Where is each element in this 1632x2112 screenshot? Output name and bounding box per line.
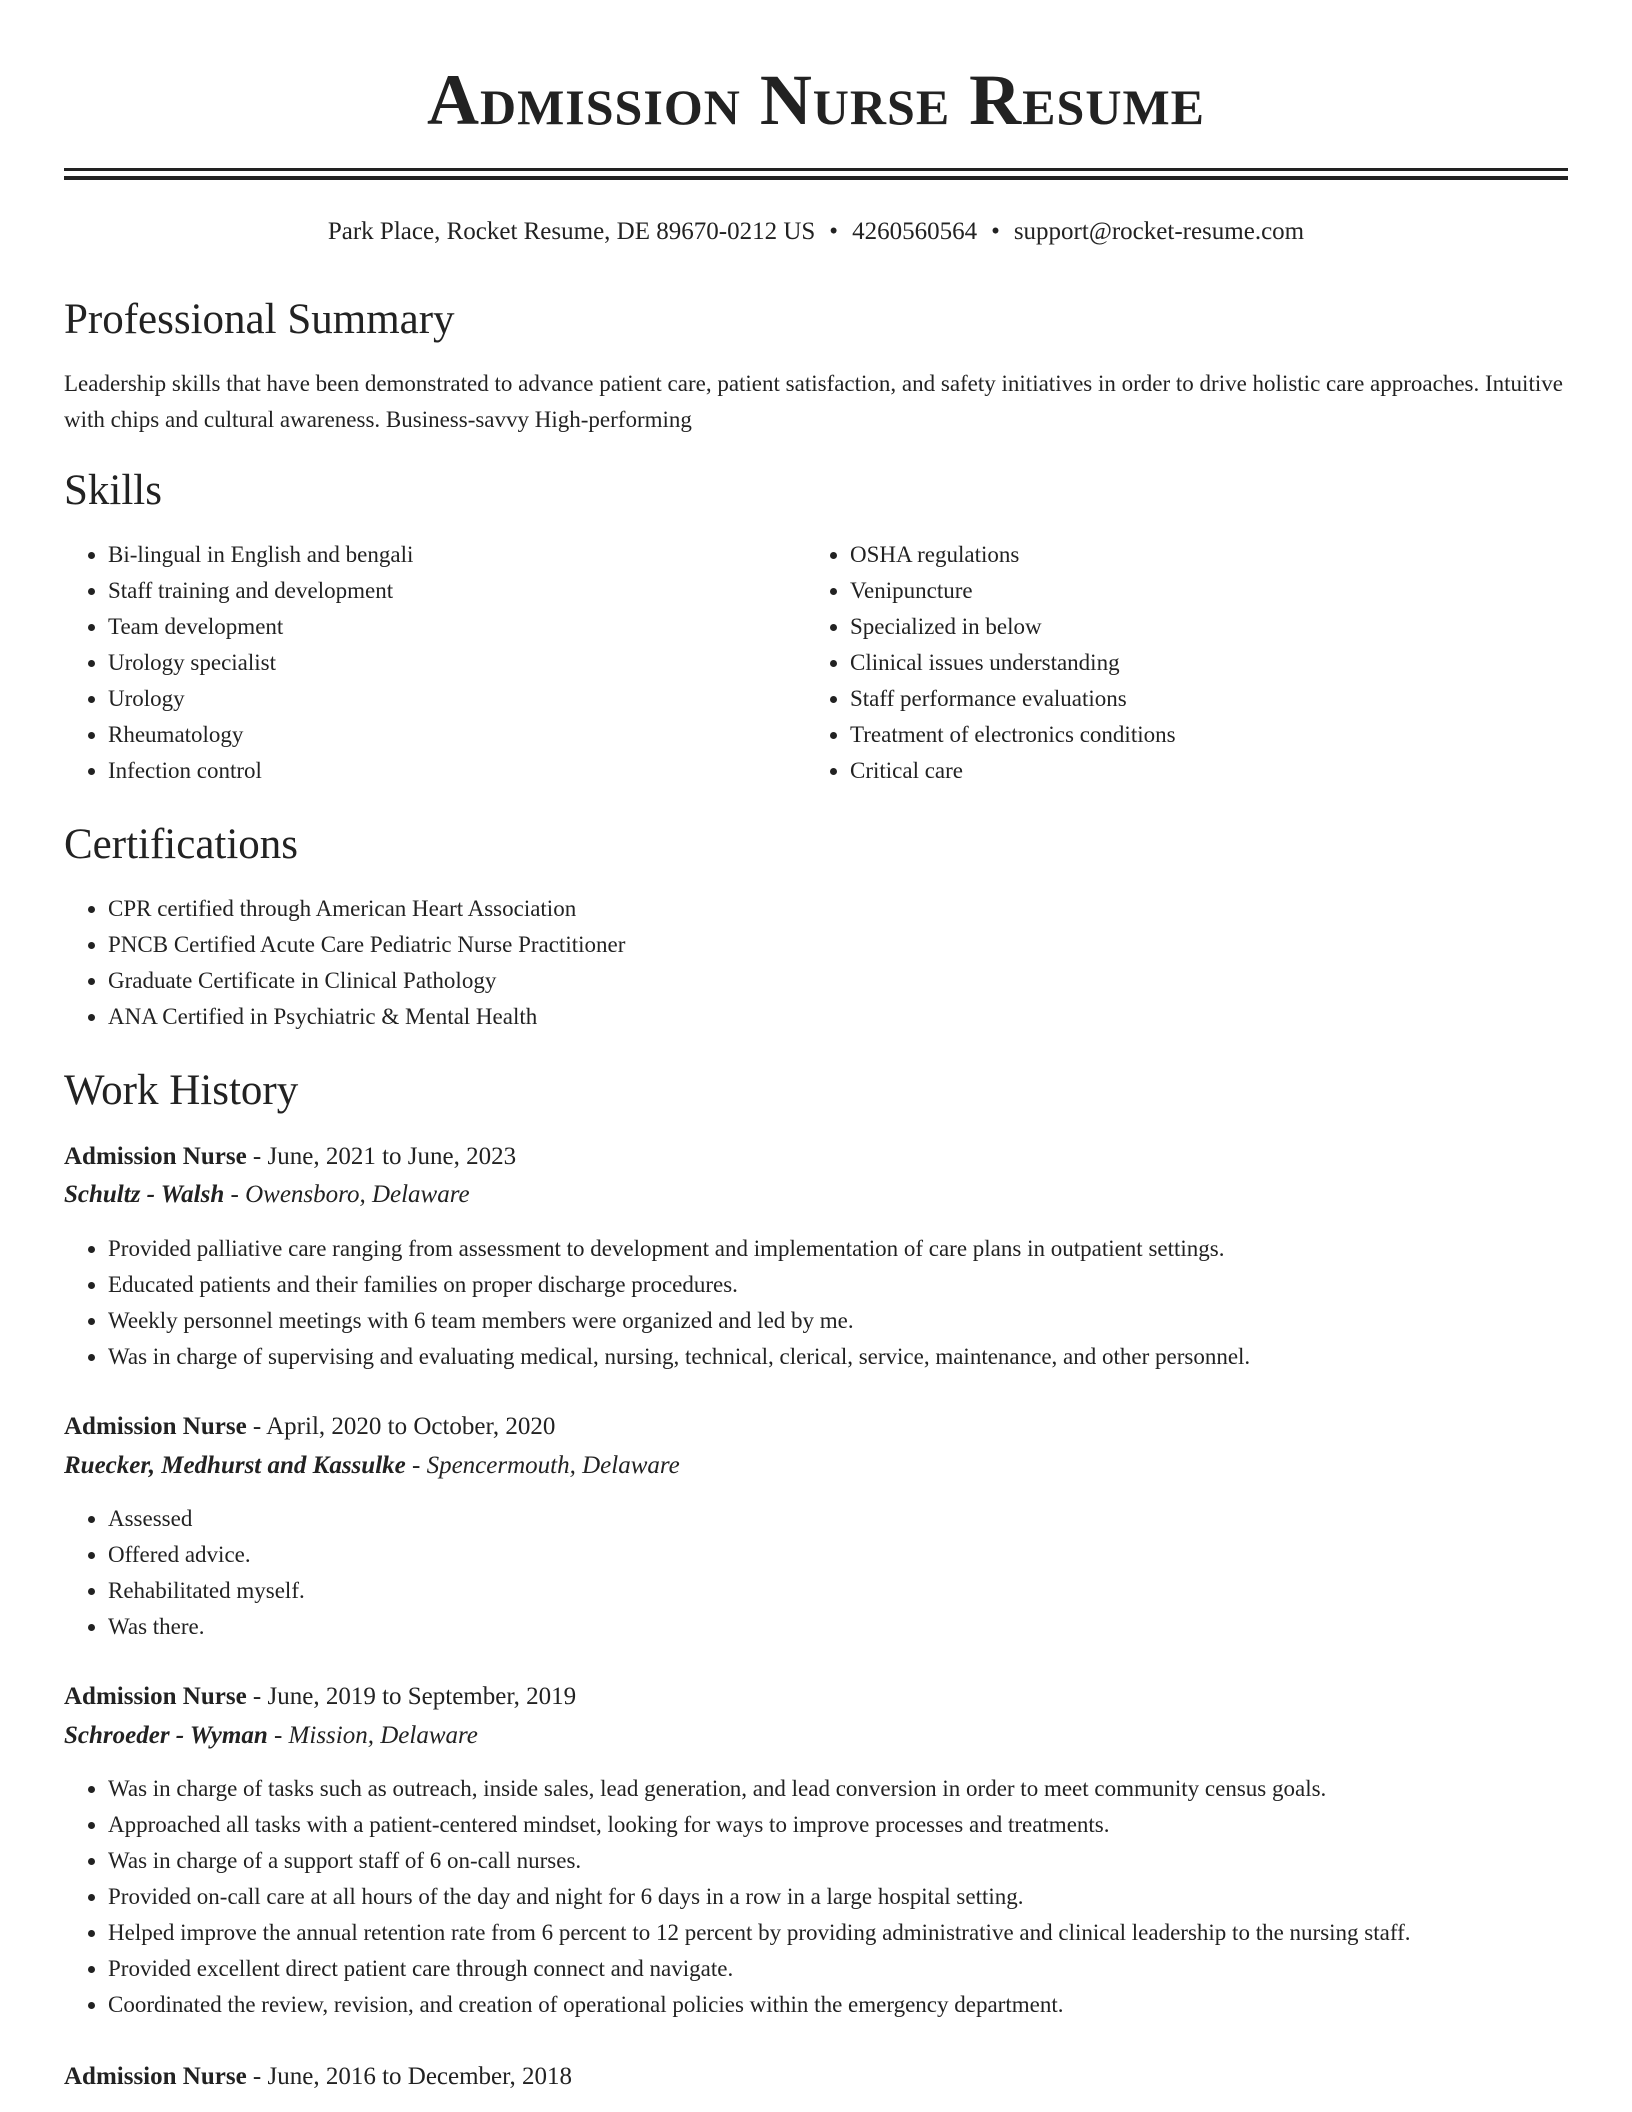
work-history-heading: Work History	[64, 1067, 299, 1114]
job-company: Ruecker, Medhurst and Kassulke	[64, 1452, 406, 1479]
job-bullet: • Was in charge of tasks such as outreach, inside sales, lead generation, and lead conversion in order to meet community census goals.	[108, 1771, 1608, 1807]
skill-item: • Infection control	[108, 753, 808, 789]
skill-item: • Team development	[108, 609, 808, 645]
skill-item: • OSHA regulations	[850, 537, 1610, 573]
job-role: Admission Nurse	[64, 2063, 247, 2090]
certification-item: • CPR certified through American Heart Association	[108, 891, 1568, 927]
job-role: Admission Nurse	[64, 1683, 247, 1710]
job-title-line	[64, 1679, 576, 1715]
skills-list-right	[806, 537, 1610, 789]
job-dates: - April, 2020 to October, 2020	[246, 1413, 556, 1440]
job-company-line	[64, 1177, 470, 1213]
job-bullets	[64, 1501, 1568, 1645]
job-bullet: • Rehabilitated myself.	[108, 1573, 1568, 1609]
job-bullets	[64, 1771, 1608, 2023]
job-dates: - June, 2019 to September, 2019	[246, 1683, 577, 1710]
job-bullet: • Weekly personnel meetings with 6 team members were organized and led by me.	[108, 1303, 1568, 1339]
skills-heading: Skills	[64, 467, 162, 514]
skill-item: • Urology	[108, 681, 808, 717]
job-bullet: • Was in charge of supervising and evaluating medical, nursing, technical, clerical, service, maintenance, and other personnel.	[108, 1339, 1568, 1375]
job-bullet: • Offered advice.	[108, 1537, 1568, 1573]
job-dates: - June, 2021 to June, 2023	[246, 1143, 517, 1170]
job-bullet: • Educated patients and their families on proper discharge procedures.	[108, 1267, 1568, 1303]
skill-item: • Staff performance evaluations	[850, 681, 1610, 717]
skill-item: • Urology specialist	[108, 645, 808, 681]
contact-address: Park Place, Rocket Resume, DE 89670-0212 US	[327, 218, 816, 245]
job-company: Schultz - Walsh	[64, 1181, 225, 1208]
contact-phone: 4260560564	[852, 218, 978, 245]
title-divider-top	[64, 168, 1568, 171]
job-role: Admission Nurse	[64, 1143, 247, 1170]
job-title-line	[64, 2059, 572, 2095]
certifications-heading: Certifications	[64, 821, 299, 868]
certifications-list	[64, 891, 1568, 1035]
job-company: Schroeder - Wyman	[64, 1722, 268, 1749]
job-bullet: • Approached all tasks with a patient-centered mindset, looking for ways to improve processes and treatments.	[108, 1807, 1608, 1843]
contact-line	[0, 214, 1632, 250]
job-bullet: • Helped improve the annual retention rate from 6 percent to 12 percent by providing administrative and clinical leadership to the nursing staff.	[108, 1915, 1608, 1951]
job-title-line	[64, 1409, 555, 1445]
job-bullet: • Coordinated the review, revision, and creation of operational policies within the emergency department.	[108, 1987, 1608, 2023]
job-location: - Owensboro, Delaware	[224, 1181, 470, 1208]
skill-item: • Staff training and development	[108, 573, 808, 609]
job-title-line	[64, 1139, 516, 1175]
certification-item: • ANA Certified in Psychiatric & Mental Health	[108, 999, 1568, 1035]
skill-item: • Specialized in below	[850, 609, 1610, 645]
job-dates: - June, 2016 to December, 2018	[246, 2063, 572, 2090]
certification-item: • Graduate Certificate in Clinical Pathology	[108, 963, 1568, 999]
skill-item: • Critical care	[850, 753, 1610, 789]
skill-item: • Clinical issues understanding	[850, 645, 1610, 681]
skill-item: • Venipuncture	[850, 573, 1610, 609]
job-role: Admission Nurse	[64, 1413, 247, 1440]
title-divider-bottom	[64, 176, 1568, 180]
job-company-line	[64, 1718, 478, 1754]
job-bullet: • Assessed	[108, 1501, 1568, 1537]
summary-heading: Professional Summary	[64, 296, 455, 343]
job-location: - Mission, Delaware	[267, 1722, 478, 1749]
job-company-line	[64, 1448, 680, 1484]
skill-item: • Bi-lingual in English and bengali	[108, 537, 808, 573]
skill-item: • Rheumatology	[108, 717, 808, 753]
job-bullet: • Was there.	[108, 1609, 1568, 1645]
contact-separator: •	[991, 218, 1000, 245]
page-title: Admission Nurse Resume	[426, 60, 1205, 140]
job-bullet: • Was in charge of a support staff of 6 on-call nurses.	[108, 1843, 1608, 1879]
job-bullet: • Provided on-call care at all hours of the day and night for 6 days in a row in a large hospital setting.	[108, 1879, 1608, 1915]
contact-email: support@rocket-resume.com	[1013, 218, 1305, 245]
summary-text: Leadership skills that have been demonstrated to advance patient care, patient satisfaction, and safety initiatives in order to drive holistic care approaches. Intuitive with chips and cultural awareness. Business-savvy High-performing	[64, 371, 1563, 432]
skill-item: • Treatment of electronics conditions	[850, 717, 1610, 753]
skills-list-left	[64, 537, 808, 789]
job-bullet: • Provided excellent direct patient care through connect and navigate.	[108, 1951, 1608, 1987]
job-bullet: • Provided palliative care ranging from assessment to development and implementation of care plans in outpatient settings.	[108, 1231, 1568, 1267]
certification-item: • PNCB Certified Acute Care Pediatric Nurse Practitioner	[108, 927, 1568, 963]
contact-separator: •	[829, 218, 839, 245]
job-location: - Spencermouth, Delaware	[405, 1452, 680, 1479]
job-bullets	[64, 1231, 1568, 1375]
